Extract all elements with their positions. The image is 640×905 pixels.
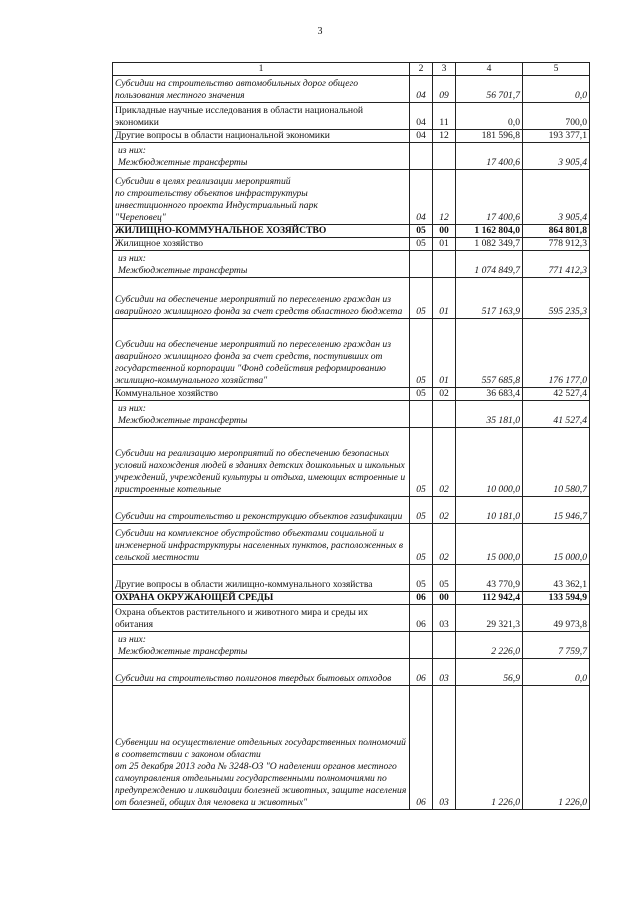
row-name: Субвенции на осуществление отдельных государственных полномочий в соответствии с законом области от 25 декабря 2013 года № 3248-ОЗ "О наделении органов местного самоуправления отдельными государственными полномочиями по предупреждению и ликвидации болезней животных, защите населения от болезней, общих для человека и животных" xyxy=(113,686,410,810)
row-section-code: 05 xyxy=(410,388,433,401)
row-name: Жилищное хозяйство xyxy=(113,238,410,251)
row-amount-1: 15 000,0 xyxy=(456,524,523,565)
row-section-code xyxy=(410,401,433,428)
row-subsection-code: 12 xyxy=(433,170,456,225)
col-header-subsection: 3 xyxy=(433,63,456,76)
row-subsection-code xyxy=(433,143,456,170)
row-name: Субсидии на реализацию мероприятий по обеспечению безопасных условий нахождения людей в зданиях детских дошкольных и школьных учреждений, учреждений культуры и отдыха, имеющих встроенные и пристроенные котельные xyxy=(113,428,410,497)
row-name: Субсидии на комплексное обустройство объектами социальной и инженерной инфраструктуры населенных пунктов, расположенных в сельской местности xyxy=(113,524,410,565)
table-row xyxy=(113,401,590,428)
row-subsection-code: 00 xyxy=(433,225,456,238)
row-name: ЖИЛИЩНО-КОММУНАЛЬНОЕ ХОЗЯЙСТВО xyxy=(113,225,410,238)
row-amount-2: 0,0 xyxy=(523,659,590,686)
row-name: Другие вопросы в области жилищно-коммунального хозяйства xyxy=(113,565,410,592)
row-amount-2: 41 527,4 xyxy=(523,401,590,428)
table-row xyxy=(113,659,590,686)
table-row xyxy=(113,103,590,130)
row-subsection-code xyxy=(433,251,456,278)
row-amount-1: 29 321,3 xyxy=(456,605,523,632)
row-section-code: 05 xyxy=(410,497,433,524)
row-amount-1: 517 163,9 xyxy=(456,278,523,319)
row-amount-2: 595 235,3 xyxy=(523,278,590,319)
table-row xyxy=(113,632,590,659)
row-name: Субсидии в целях реализации мероприятий по строительству объектов инфраструктуры инвестиционного проекта Индустриальный парк "Череповец" xyxy=(113,170,410,225)
row-name: Прикладные научные исследования в области национальной экономики xyxy=(113,103,410,130)
row-subsection-code: 05 xyxy=(433,565,456,592)
row-amount-1: 35 181,0 xyxy=(456,401,523,428)
table-row xyxy=(113,605,590,632)
row-amount-1: 10 000,0 xyxy=(456,428,523,497)
row-amount-2: 133 594,9 xyxy=(523,592,590,605)
row-amount-1: 10 181,0 xyxy=(456,497,523,524)
row-section-code: 06 xyxy=(410,605,433,632)
row-section-code: 06 xyxy=(410,592,433,605)
row-name: из них: Межбюджетные трансферты xyxy=(113,632,410,659)
row-subsection-code: 03 xyxy=(433,605,456,632)
row-name: из них: Межбюджетные трансферты xyxy=(113,143,410,170)
row-amount-1: 17 400,6 xyxy=(456,143,523,170)
row-amount-1: 43 770,9 xyxy=(456,565,523,592)
row-name: Субсидии на обеспечение мероприятий по переселению граждан из аварийного жилищного фонда за счет средств областного бюджета xyxy=(113,278,410,319)
header-row xyxy=(113,63,590,76)
row-section-code: 05 xyxy=(410,225,433,238)
row-section-code: 04 xyxy=(410,170,433,225)
col-header-name: 1 xyxy=(113,63,410,76)
row-subsection-code: 01 xyxy=(433,319,456,388)
table-row xyxy=(113,388,590,401)
row-amount-2: 778 912,3 xyxy=(523,238,590,251)
row-amount-2: 3 905,4 xyxy=(523,170,590,225)
row-subsection-code: 11 xyxy=(433,103,456,130)
row-name: Другие вопросы в области национальной экономики xyxy=(113,130,410,143)
row-section-code: 05 xyxy=(410,278,433,319)
table-row xyxy=(113,686,590,810)
table-row xyxy=(113,170,590,225)
row-amount-2: 0,0 xyxy=(523,76,590,103)
row-amount-2: 49 973,8 xyxy=(523,605,590,632)
table-row xyxy=(113,278,590,319)
row-subsection-code xyxy=(433,632,456,659)
row-subsection-code: 03 xyxy=(433,686,456,810)
col-header-amount-1: 4 xyxy=(456,63,523,76)
row-section-code: 05 xyxy=(410,565,433,592)
row-subsection-code: 09 xyxy=(433,76,456,103)
row-amount-1: 557 685,8 xyxy=(456,319,523,388)
row-amount-2: 700,0 xyxy=(523,103,590,130)
row-name: Коммунальное хозяйство xyxy=(113,388,410,401)
row-amount-1: 2 226,0 xyxy=(456,632,523,659)
table-row xyxy=(113,251,590,278)
row-name: Субсидии на строительство автомобильных дорог общего пользования местного значения xyxy=(113,76,410,103)
table-row xyxy=(113,143,590,170)
row-amount-2: 43 362,1 xyxy=(523,565,590,592)
row-name: ОХРАНА ОКРУЖАЮЩЕЙ СРЕДЫ xyxy=(113,592,410,605)
row-amount-1: 36 683,4 xyxy=(456,388,523,401)
row-subsection-code: 02 xyxy=(433,428,456,497)
row-amount-1: 1 082 349,7 xyxy=(456,238,523,251)
row-amount-2: 1 226,0 xyxy=(523,686,590,810)
row-name: Субсидии на строительство полигонов твердых бытовых отходов xyxy=(113,659,410,686)
table-row xyxy=(113,497,590,524)
budget-table xyxy=(112,62,590,810)
row-subsection-code: 03 xyxy=(433,659,456,686)
row-amount-1: 1 226,0 xyxy=(456,686,523,810)
row-amount-1: 56,9 xyxy=(456,659,523,686)
row-name: Субсидии на обеспечение мероприятий по переселению граждан из аварийного жилищного фонда за счет средств, поступивших от государственной корпорации "Фонд содействия реформированию жилищно-коммунального хозяйства" xyxy=(113,319,410,388)
row-section-code: 05 xyxy=(410,524,433,565)
row-section-code xyxy=(410,632,433,659)
row-subsection-code: 12 xyxy=(433,130,456,143)
table-row xyxy=(113,524,590,565)
row-section-code: 05 xyxy=(410,238,433,251)
table-row xyxy=(113,130,590,143)
row-name: Субсидии на строительство и реконструкцию объектов газификации xyxy=(113,497,410,524)
row-subsection-code xyxy=(433,401,456,428)
table-row xyxy=(113,225,590,238)
row-section-code: 04 xyxy=(410,130,433,143)
row-amount-1: 17 400,6 xyxy=(456,170,523,225)
table-row xyxy=(113,592,590,605)
page-number: 3 xyxy=(317,26,323,37)
row-amount-2: 10 580,7 xyxy=(523,428,590,497)
table-row xyxy=(113,76,590,103)
row-amount-2: 7 759,7 xyxy=(523,632,590,659)
row-amount-2: 15 946,7 xyxy=(523,497,590,524)
row-amount-2: 193 377,1 xyxy=(523,130,590,143)
row-subsection-code: 02 xyxy=(433,388,456,401)
row-name: Охрана объектов растительного и животного мира и среды их обитания xyxy=(113,605,410,632)
row-amount-2: 771 412,3 xyxy=(523,251,590,278)
row-name: из них: Межбюджетные трансферты xyxy=(113,401,410,428)
row-amount-2: 3 905,4 xyxy=(523,143,590,170)
row-section-code: 06 xyxy=(410,686,433,810)
row-amount-1: 181 596,8 xyxy=(456,130,523,143)
row-amount-1: 56 701,7 xyxy=(456,76,523,103)
row-amount-1: 0,0 xyxy=(456,103,523,130)
table-row xyxy=(113,319,590,388)
row-section-code: 04 xyxy=(410,76,433,103)
row-section-code: 04 xyxy=(410,103,433,130)
row-section-code: 05 xyxy=(410,428,433,497)
table-row xyxy=(113,428,590,497)
col-header-section: 2 xyxy=(410,63,433,76)
row-amount-1: 112 942,4 xyxy=(456,592,523,605)
row-section-code xyxy=(410,251,433,278)
row-subsection-code: 02 xyxy=(433,497,456,524)
row-amount-2: 15 000,0 xyxy=(523,524,590,565)
row-subsection-code: 00 xyxy=(433,592,456,605)
row-subsection-code: 01 xyxy=(433,238,456,251)
row-section-code xyxy=(410,143,433,170)
row-amount-2: 864 801,8 xyxy=(523,225,590,238)
table-row xyxy=(113,565,590,592)
row-section-code: 05 xyxy=(410,319,433,388)
row-section-code: 06 xyxy=(410,659,433,686)
row-amount-2: 176 177,0 xyxy=(523,319,590,388)
row-subsection-code: 02 xyxy=(433,524,456,565)
col-header-amount-2: 5 xyxy=(523,63,590,76)
row-amount-2: 42 527,4 xyxy=(523,388,590,401)
row-amount-1: 1 074 849,7 xyxy=(456,251,523,278)
row-subsection-code: 01 xyxy=(433,278,456,319)
table-row xyxy=(113,238,590,251)
row-amount-1: 1 162 804,0 xyxy=(456,225,523,238)
row-name: из них: Межбюджетные трансферты xyxy=(113,251,410,278)
